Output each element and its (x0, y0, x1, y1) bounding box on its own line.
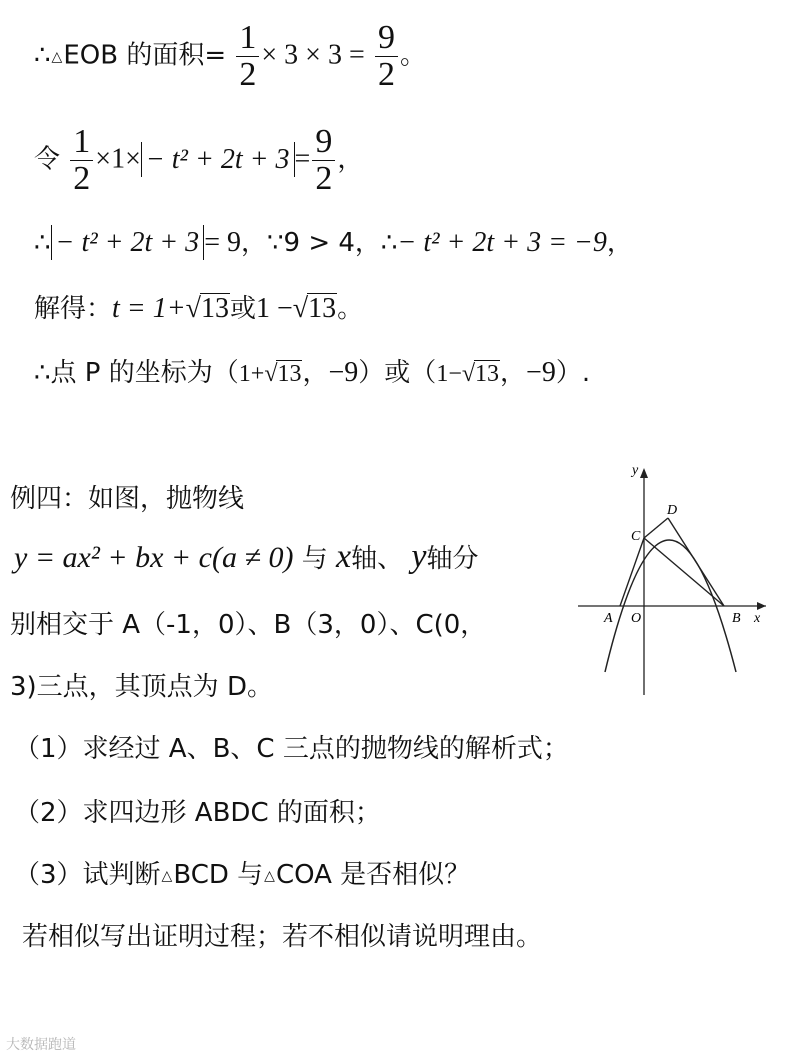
numerator: 9 (312, 124, 335, 161)
numerator: 1 (70, 124, 93, 161)
line-solve: 解得：t = 1+√13或1 −√13。 (34, 293, 364, 324)
math: = (294, 143, 311, 175)
x-var: x (335, 538, 352, 575)
radicand: 13 (475, 361, 500, 387)
text: （3）试判断 (14, 860, 161, 890)
question-1: （1）求经过 A、B、C 三点的抛物线的解析式； (14, 734, 569, 764)
y-axis-arrow (640, 468, 648, 478)
fraction (312, 124, 335, 196)
math: −9 (526, 357, 556, 388)
question-2: （2）求四边形 ABDC 的面积； (14, 798, 381, 828)
triangle-symbol: △ (161, 868, 173, 884)
fraction (236, 20, 259, 92)
math: 1− (436, 361, 462, 387)
question-3 (14, 854, 470, 891)
label-d: D (667, 503, 678, 518)
segment-cd (644, 518, 668, 538)
text: ）或（ (358, 358, 437, 388)
line-let (34, 124, 363, 196)
example-line-3: 别相交于 A（-1，0）、B（3，0）、C(0， (10, 610, 487, 640)
y-var: y (411, 538, 427, 575)
numerator: 1 (236, 20, 259, 57)
text: BCD 与 (173, 860, 264, 890)
punct: 。 (337, 294, 364, 324)
text: 或 (229, 294, 256, 324)
absolute-value: − t² + 2t + 3 (51, 225, 205, 260)
label-y: y (632, 463, 639, 478)
parabola-diagram (578, 462, 778, 702)
segment-ac (620, 538, 644, 606)
example-title: 例四：如图，抛物线 (10, 484, 245, 514)
therefore-symbol: ∴ (34, 40, 51, 71)
label-b: B (732, 611, 741, 626)
fraction (375, 20, 398, 92)
text: EOB 的面积= (63, 40, 227, 71)
parabola-equation: y = ax² + bx + c(a ≠ 0) (14, 541, 294, 574)
radicand: 13 (308, 293, 337, 324)
math: 1+ (238, 361, 265, 387)
absolute-value: − t² + 2t + 3 (141, 142, 295, 177)
denominator: 2 (239, 55, 257, 93)
denominator: 2 (378, 55, 396, 93)
line-point-p: ∴点 P 的坐标为（1+√13，−9）或（1−√13，−9）. (34, 357, 591, 388)
punct: ， (337, 144, 364, 175)
label-c: C (631, 529, 641, 544)
radicand: 13 (200, 293, 229, 324)
line-area-eob (34, 20, 426, 92)
segment-cb (644, 538, 724, 606)
segment-db (668, 518, 724, 606)
question-3-note: 若相似写出证明过程；若不相似请说明理由。 (22, 922, 543, 952)
text: 轴分 (426, 544, 479, 574)
punct: 。 (400, 40, 427, 71)
text: 解得： (34, 294, 113, 324)
math: − t² + 2t + 3 = −9 (397, 227, 607, 258)
label-origin: O (631, 611, 642, 626)
triangle-symbol: △ (264, 868, 275, 884)
text: ）. (555, 358, 591, 388)
text: ， (500, 358, 527, 388)
math: 1 − (255, 293, 293, 324)
text: 轴、 (351, 544, 404, 574)
numerator: 9 (375, 20, 398, 57)
text: 令 (34, 144, 61, 175)
math: = 9 (204, 227, 241, 258)
triangle-symbol: △ (51, 48, 63, 65)
denominator: 2 (315, 159, 333, 197)
text: COA 是否相似？ (275, 860, 471, 890)
text: 与 (301, 544, 328, 574)
math: −9 (328, 357, 359, 388)
text: ∴点 P 的坐标为（ (34, 358, 239, 388)
label-a: A (604, 611, 613, 626)
text: ， (302, 358, 329, 388)
watermark: 大数据跑道 (6, 1037, 76, 1053)
x-axis-arrow (757, 602, 766, 610)
text: ，∵9 > 4，∴ (240, 228, 398, 258)
denominator: 2 (73, 159, 91, 197)
radicand: 13 (277, 361, 302, 387)
therefore-symbol: ∴ (34, 228, 51, 258)
math: t = 1+ (112, 293, 186, 324)
example-line-4: 3)三点，其顶点为 D。 (10, 672, 273, 702)
fraction (70, 124, 93, 196)
punct: ， (606, 228, 633, 258)
label-x: x (754, 611, 761, 626)
math: × 3 × 3 = (261, 39, 365, 71)
math: ×1× (95, 143, 141, 175)
line-therefore-abs (34, 222, 633, 260)
example-equation-line (14, 538, 478, 576)
